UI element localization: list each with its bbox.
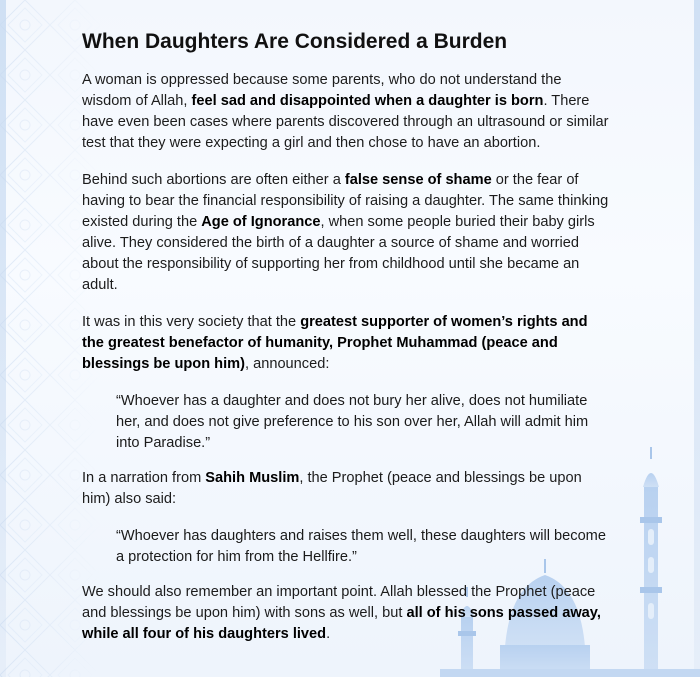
hadith-quote-2: “Whoever has daughters and raises them well, these daughters will become a protection for him from the Hellfire.” bbox=[116, 528, 606, 565]
bold-text: false sense of shame bbox=[344, 172, 492, 188]
text-span: , when some people buried their baby girls alive. They considered the birth of a daughter a source of shame and worried about the responsibility of supporting her from childhood until she became an adult. bbox=[82, 214, 595, 293]
paragraph-2 bbox=[82, 170, 612, 296]
bold-text: all of his sons passed away, while all four of his daughters lived bbox=[82, 605, 601, 642]
paragraph-3 bbox=[82, 312, 612, 375]
text-span: . There have even been cases where parents discovered through an ultrasound or similar test that they were expecting a girl and then chose to have an abortion. bbox=[82, 93, 609, 151]
text-span: A woman is oppressed because some parents, who do not understand the wisdom of Allah, bbox=[82, 72, 562, 109]
paragraph-1 bbox=[82, 70, 612, 154]
text-span: It was in this very society that the bbox=[82, 314, 301, 330]
text-span: , announced: bbox=[244, 356, 330, 372]
paragraph-4 bbox=[82, 468, 612, 510]
bold-text: Sahih Muslim bbox=[205, 470, 300, 486]
article bbox=[82, 30, 612, 661]
text-span: We should also remember an important point. Allah blessed the Prophet (peace and blessings be upon him) with sons as well, but bbox=[82, 584, 596, 621]
hadith-quote-1: “Whoever has a daughter and does not bury her alive, does not humiliate her, and does not give preference to his son over her, Allah will admit him into Paradise.” bbox=[116, 393, 589, 451]
bold-text: greatest supporter of women’s rights and the greatest benefactor of humanity, Prophet Muhammad (peace and blessings be upon him) bbox=[82, 314, 588, 372]
text-span: or the fear of having to bear the financial responsibility of raising a daughter. The same thinking existed during the bbox=[82, 172, 609, 230]
page-title: When Daughters Are Considered a Burden bbox=[82, 30, 508, 53]
bold-text: Age of Ignorance bbox=[201, 214, 321, 230]
text-span: Behind such abortions are often either a bbox=[82, 172, 345, 188]
text-span: , the Prophet (peace and blessings be upon him) also said: bbox=[82, 470, 582, 507]
text-span: . bbox=[326, 626, 331, 642]
bold-text: feel sad and disappointed when a daughter is born bbox=[191, 93, 544, 109]
text-span: In a narration from bbox=[82, 470, 206, 486]
paragraph-5 bbox=[82, 582, 612, 645]
